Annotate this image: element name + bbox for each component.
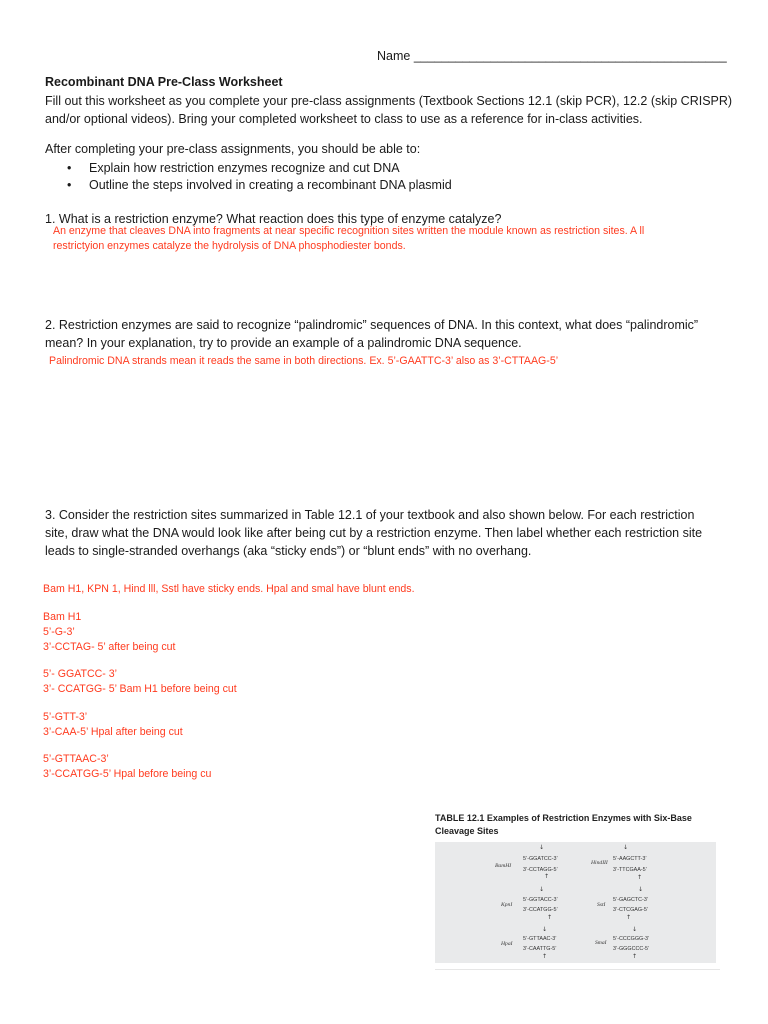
answer-3-block-1-line: 5’-G-3’ xyxy=(43,626,75,638)
question-2-line-2: mean? In your explanation, try to provide an example of a palindromic DNA sequence. xyxy=(45,336,522,350)
table-title-line-2: Cleavage Sites xyxy=(435,826,499,836)
objective-item xyxy=(45,159,452,176)
cut-arrow-down-icon: ↓ xyxy=(623,844,629,851)
question-3-line-1: 3. Consider the restriction sites summarized in Table 12.1 of your textbook and also shown below. For each restriction xyxy=(45,508,695,522)
answer-3-summary: Bam H1, KPN 1, Hind lll, Sstl have sticky ends. Hpal and smal have blunt ends. xyxy=(43,583,415,595)
question-3-line-3: leads to single-stranded overhangs (aka “sticky ends”) or “blunt ends” with no overhang. xyxy=(45,544,532,558)
cut-arrow-down-icon: ↓ xyxy=(632,926,638,933)
enzyme-name: HindIII xyxy=(591,860,608,866)
sequence-top: 5’-AAGCTT-3’ xyxy=(613,856,647,862)
objectives-list xyxy=(45,159,452,193)
enzyme-name: HpaI xyxy=(501,941,513,947)
answer-1-line-2: restrictyion enzymes catalyze the hydrolysis of DNA phosphodiester bonds. xyxy=(53,240,406,252)
objective-text: Outline the steps involved in creating a recombinant DNA plasmid xyxy=(89,178,452,192)
sequence-bottom: 3’-CCTAGG-5’ xyxy=(523,867,558,873)
sequence-bottom: 3’-CAATTG-5’ xyxy=(523,946,557,952)
answer-1 xyxy=(53,224,644,254)
table-divider xyxy=(435,969,720,970)
sequence-top: 5’-GGATCC-3’ xyxy=(523,856,558,862)
enzyme-name: SmaI xyxy=(595,940,607,946)
cut-arrow-down-icon: ↓ xyxy=(539,844,545,851)
cut-arrow-up-icon: ↑ xyxy=(542,953,548,960)
question-1: 1. What is a restriction enzyme? What reaction does this type of enzyme catalyze? xyxy=(45,212,502,226)
restriction-enzyme-table xyxy=(435,842,716,963)
cut-arrow-down-icon: ↓ xyxy=(539,886,545,893)
question-3-line-2: site, draw what the DNA would look like after being cut by a restriction enzyme. Then label whether each restriction site xyxy=(45,526,703,540)
name-field-label: Name _____________________________________________ xyxy=(377,49,727,63)
answer-2: Palindromic DNA strands mean it reads the same in both directions. Ex. 5’-GAATTC-3’ also as 3’-CTTAAG-5’ xyxy=(49,355,559,367)
answer-3-block-4-line: 5’-GTTAAC-3’ xyxy=(43,753,109,765)
objective-item xyxy=(45,176,452,193)
objective-text: Explain how restriction enzymes recognize and cut DNA xyxy=(89,161,400,175)
objectives-lead: After completing your pre-class assignments, you should be able to: xyxy=(45,142,421,156)
sequence-top: 5’-GAGCTC-3’ xyxy=(613,897,649,903)
worksheet-title: Recombinant DNA Pre-Class Worksheet xyxy=(45,75,283,89)
sequence-bottom: 3’-GGGCCC-5’ xyxy=(613,946,650,952)
sequence-bottom: 3’-TTCGAA-5’ xyxy=(613,867,647,873)
answer-3-block-4-line: 3’-CCATGG-5’ Hpal before being cu xyxy=(43,768,212,780)
intro-line-2: and/or optional videos). Bring your completed worksheet to class to use as a reference for in-class activities. xyxy=(45,112,643,126)
sequence-top: 5’-GGTACC-3’ xyxy=(523,897,558,903)
answer-3-block xyxy=(43,710,183,740)
answer-3-block-1-line: 3’-CCTAG- 5’ after being cut xyxy=(43,641,176,653)
answer-3-block-2-line: 3’- CCATGG- 5’ Bam H1 before being cut xyxy=(43,683,237,695)
intro-line-1: Fill out this worksheet as you complete your pre-class assignments (Textbook Sections 12.1 (skip PCR), 12.2 (skip CRISPR) xyxy=(45,94,733,108)
answer-3-block xyxy=(43,667,237,697)
cut-arrow-down-icon: ↓ xyxy=(542,926,548,933)
answer-3-block xyxy=(43,752,211,782)
enzyme-name: SstI xyxy=(597,902,606,908)
bullet-icon: • xyxy=(67,178,72,192)
cut-arrow-up-icon: ↑ xyxy=(547,914,553,921)
answer-3-block-1-line: Bam H1 xyxy=(43,611,82,623)
table-title xyxy=(435,812,692,838)
answer-3-block xyxy=(43,610,175,655)
cut-arrow-up-icon: ↑ xyxy=(632,953,638,960)
answer-1-line-1: An enzyme that cleaves DNA into fragments at near specific recognition sites written the module known as restriction sites. A ll xyxy=(53,225,645,237)
answer-3-block-3-line: 5’-GTT-3’ xyxy=(43,711,88,723)
sequence-bottom: 3’-CTCGAG-5’ xyxy=(613,907,649,913)
cut-arrow-up-icon: ↑ xyxy=(544,873,550,880)
question-2 xyxy=(45,316,698,352)
bullet-icon: • xyxy=(67,161,72,175)
enzyme-name: BamHI xyxy=(495,863,512,869)
cut-arrow-up-icon: ↑ xyxy=(626,914,632,921)
question-3 xyxy=(45,506,702,560)
question-2-line-1: 2. Restriction enzymes are said to recognize “palindromic” sequences of DNA. In this context, what does “palindromic” xyxy=(45,318,699,332)
sequence-bottom: 3’-CCATGG-5’ xyxy=(523,907,558,913)
answer-3-block-3-line: 3’-CAA-5’ Hpal after being cut xyxy=(43,726,183,738)
intro-paragraph xyxy=(45,92,732,128)
enzyme-name: KpnI xyxy=(501,902,513,908)
sequence-top: 5’-CCCGGG-3’ xyxy=(613,936,650,942)
table-title-line-1: TABLE 12.1 Examples of Restriction Enzymes with Six-Base xyxy=(435,813,692,823)
sequence-top: 5’-GTTAAC-3’ xyxy=(523,936,557,942)
cut-arrow-up-icon: ↑ xyxy=(637,874,643,881)
answer-3-block-2-line: 5’- GGATCC- 3’ xyxy=(43,668,117,680)
cut-arrow-down-icon: ↓ xyxy=(638,886,644,893)
